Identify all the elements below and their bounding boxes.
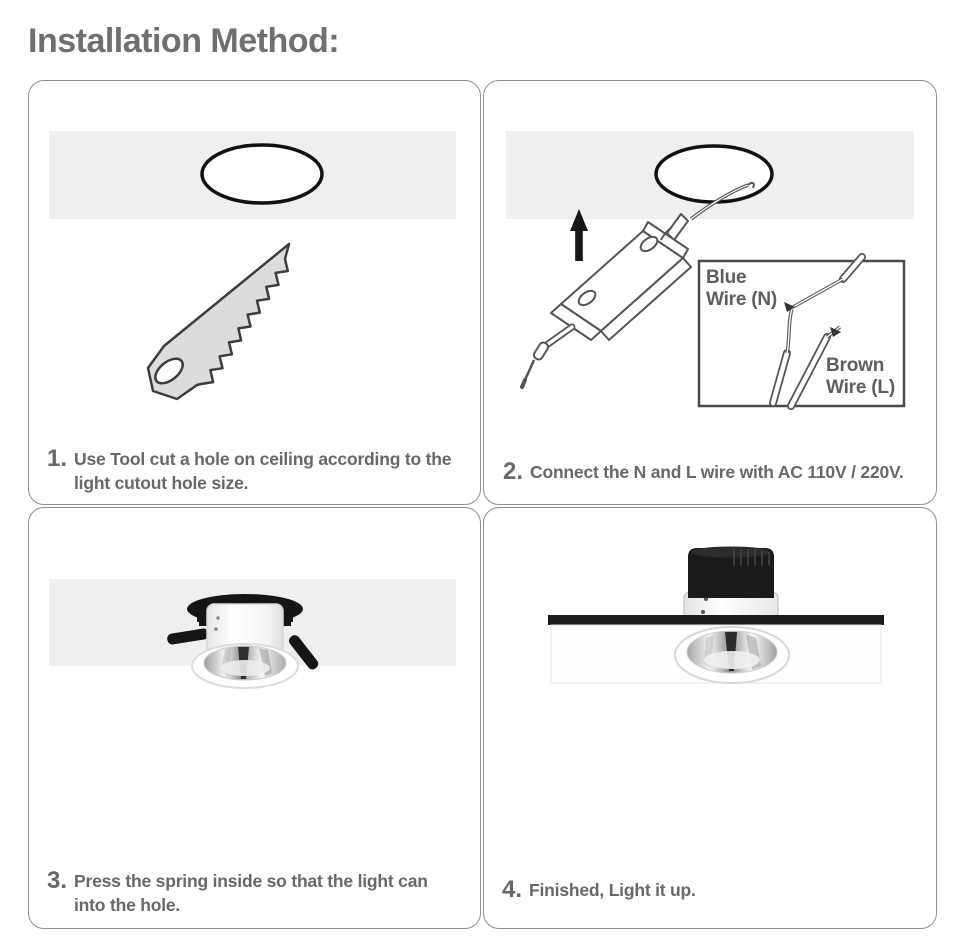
led-driver-box [551, 222, 691, 340]
installed-downlight [548, 547, 884, 684]
step-number: 2. [503, 458, 524, 485]
caption-line: light cutout hole size. [74, 473, 249, 493]
label-line: Wire (L) [826, 377, 895, 398]
saw-cutting-hole-drawing [29, 81, 480, 504]
step-4-panel [483, 507, 937, 929]
driver-cable [522, 327, 572, 387]
step-1-caption [47, 447, 467, 495]
caption-line: Press the spring inside so that the light can [74, 871, 428, 891]
step-3-illustration [29, 508, 480, 928]
saw-icon [148, 244, 289, 399]
brown-wire-label [826, 355, 916, 399]
label-line: Wire (N) [706, 289, 778, 310]
installed-light-drawing [484, 508, 936, 928]
recessed-downlight [166, 594, 320, 688]
ceiling-edge-bar [548, 615, 884, 625]
step-2-illustration [484, 81, 936, 504]
page-title: Installation Method: [28, 22, 340, 60]
step-number: 4. [502, 876, 523, 903]
step-3-panel [28, 507, 481, 929]
step-1-illustration [29, 81, 480, 504]
caption-line: Finished, Light it up. [529, 880, 696, 900]
blue-wire-label [706, 267, 806, 311]
caption-line: Use Tool cut a hole on ceiling according to the [74, 449, 452, 469]
step-number: 1. [47, 445, 68, 472]
step-number: 3. [47, 867, 68, 894]
step-4-illustration [484, 508, 936, 928]
caption-line: Connect the N and L wire with AC 110V / 220V. [530, 462, 904, 482]
spring-fixture-drawing [29, 508, 480, 928]
step-1-panel [28, 80, 481, 505]
step-2-caption [503, 460, 928, 484]
step-3-caption [47, 869, 467, 917]
label-line: Blue [706, 267, 747, 288]
label-line: Brown [826, 355, 885, 376]
caption-line: into the hole. [74, 895, 181, 915]
cutout-hole [656, 146, 772, 202]
step-2-panel [483, 80, 937, 505]
step-4-caption [502, 878, 922, 902]
cutout-hole [202, 145, 322, 203]
